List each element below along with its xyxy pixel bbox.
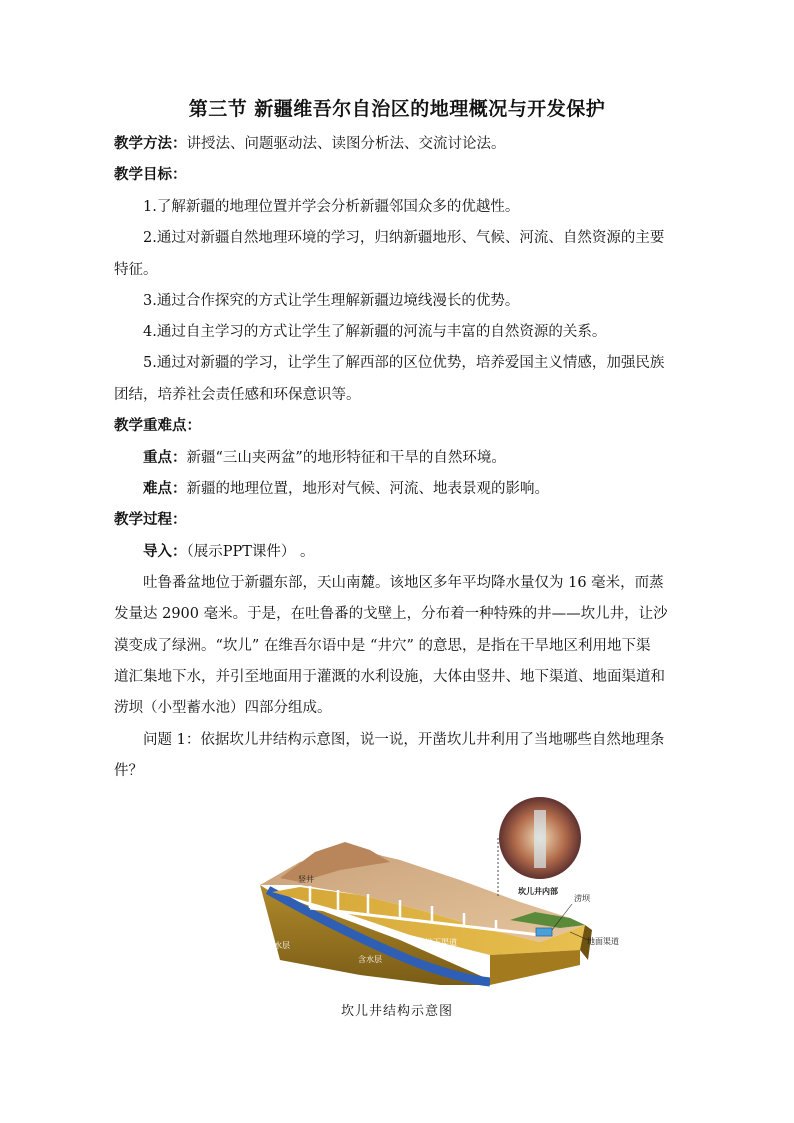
intro-line [143,542,315,562]
karez-inside-channel [534,810,546,868]
goal-item-5a: 5.通过对新疆的学习，让学生了解西部的区位优势，培养爱国主义情感，加强民族 [143,355,665,371]
question-line-1: 问题 1：依据坎儿井结构示意图，说一说，开凿坎儿井利用了当地哪些自然地理条 [143,732,665,748]
paragraph-line-5: 涝坝（小型蓄水池）四部分组成。 [114,700,332,716]
teaching-methods [114,134,506,154]
paragraph-line-3: 漠变成了绿洲。“坎儿” 在维吾尔语中是 “井穴” 的意思，是指在干旱地区利用地下渠 [114,638,651,654]
key-point [143,448,506,468]
label-pond: 涝坝 [574,894,590,903]
label-surface-canal: 地面渠道 [587,937,619,946]
pond [536,928,552,936]
keypoints-heading: 教学重难点： [114,418,201,434]
goal-item-2b: 特征。 [114,262,158,278]
goal-item-4: 4.通过自主学习的方式让学生了解新疆的河流与丰富的自然资源的关系。 [143,324,607,340]
label-shaft: 竖井 [298,875,314,884]
figure-caption: 坎儿井结构示意图 [340,1004,453,1019]
goal-item-1: 1.了解新疆的地理位置并学会分析新疆邻国众多的优越性。 [143,199,520,215]
goals-heading: 教学目标： [114,167,187,183]
process-heading: 教学过程： [114,512,187,528]
label-karez-inside: 坎儿井内部 [518,887,558,896]
key-label: 重点： [143,450,187,466]
intro-text: （展示PPT课件） 。 [186,544,315,560]
key-text: 新疆“三山夹两盆”的地形特征和干旱的自然环境。 [186,450,506,466]
goal-item-5b: 团结，培养社会责任感和环保意识等。 [114,387,361,403]
difficult-label: 难点： [143,481,187,497]
front-face [490,950,580,985]
methods-text: 讲授法、问题驱动法、读图分析法、交流讨论法。 [186,136,506,152]
label-impermeable: 不透水层 [258,941,290,950]
paragraph-line-2: 发量达 2900 毫米。于是，在吐鲁番的戈壁上，分布着一种特殊的井——坎儿井，让沙 [114,606,668,622]
goal-item-2a: 2.通过对新疆自然地理环境的学习，归纳新疆地形、气候、河流、自然资源的主要 [143,230,665,246]
page-title: 第三节 新疆维吾尔自治区的地理概况与开发保护 [188,98,606,120]
difficult-text: 新疆的地理位置，地形对气候、河流、地表景观的影响。 [186,481,549,497]
paragraph-line-1: 吐鲁番盆地位于新疆东部，天山南麓。该地区多年平均降水量仅为 16 毫米，而蒸 [143,575,664,591]
intro-label: 导入： [143,544,187,560]
question-line-2: 件？ [114,763,143,779]
label-underground-canal: 地下渠道 [425,938,457,947]
paragraph-line-4: 道汇集地下水，并引至地面用于灌溉的水利设施，大体由竖井、地下渠道、地面渠道和 [114,669,665,685]
difficult-point [143,479,549,499]
karez-diagram [240,790,640,990]
goal-item-3: 3.通过合作探究的方式让学生理解新疆边境线漫长的优势。 [143,293,520,309]
label-aquifer: 含水层 [358,955,382,964]
methods-label: 教学方法： [114,136,187,152]
